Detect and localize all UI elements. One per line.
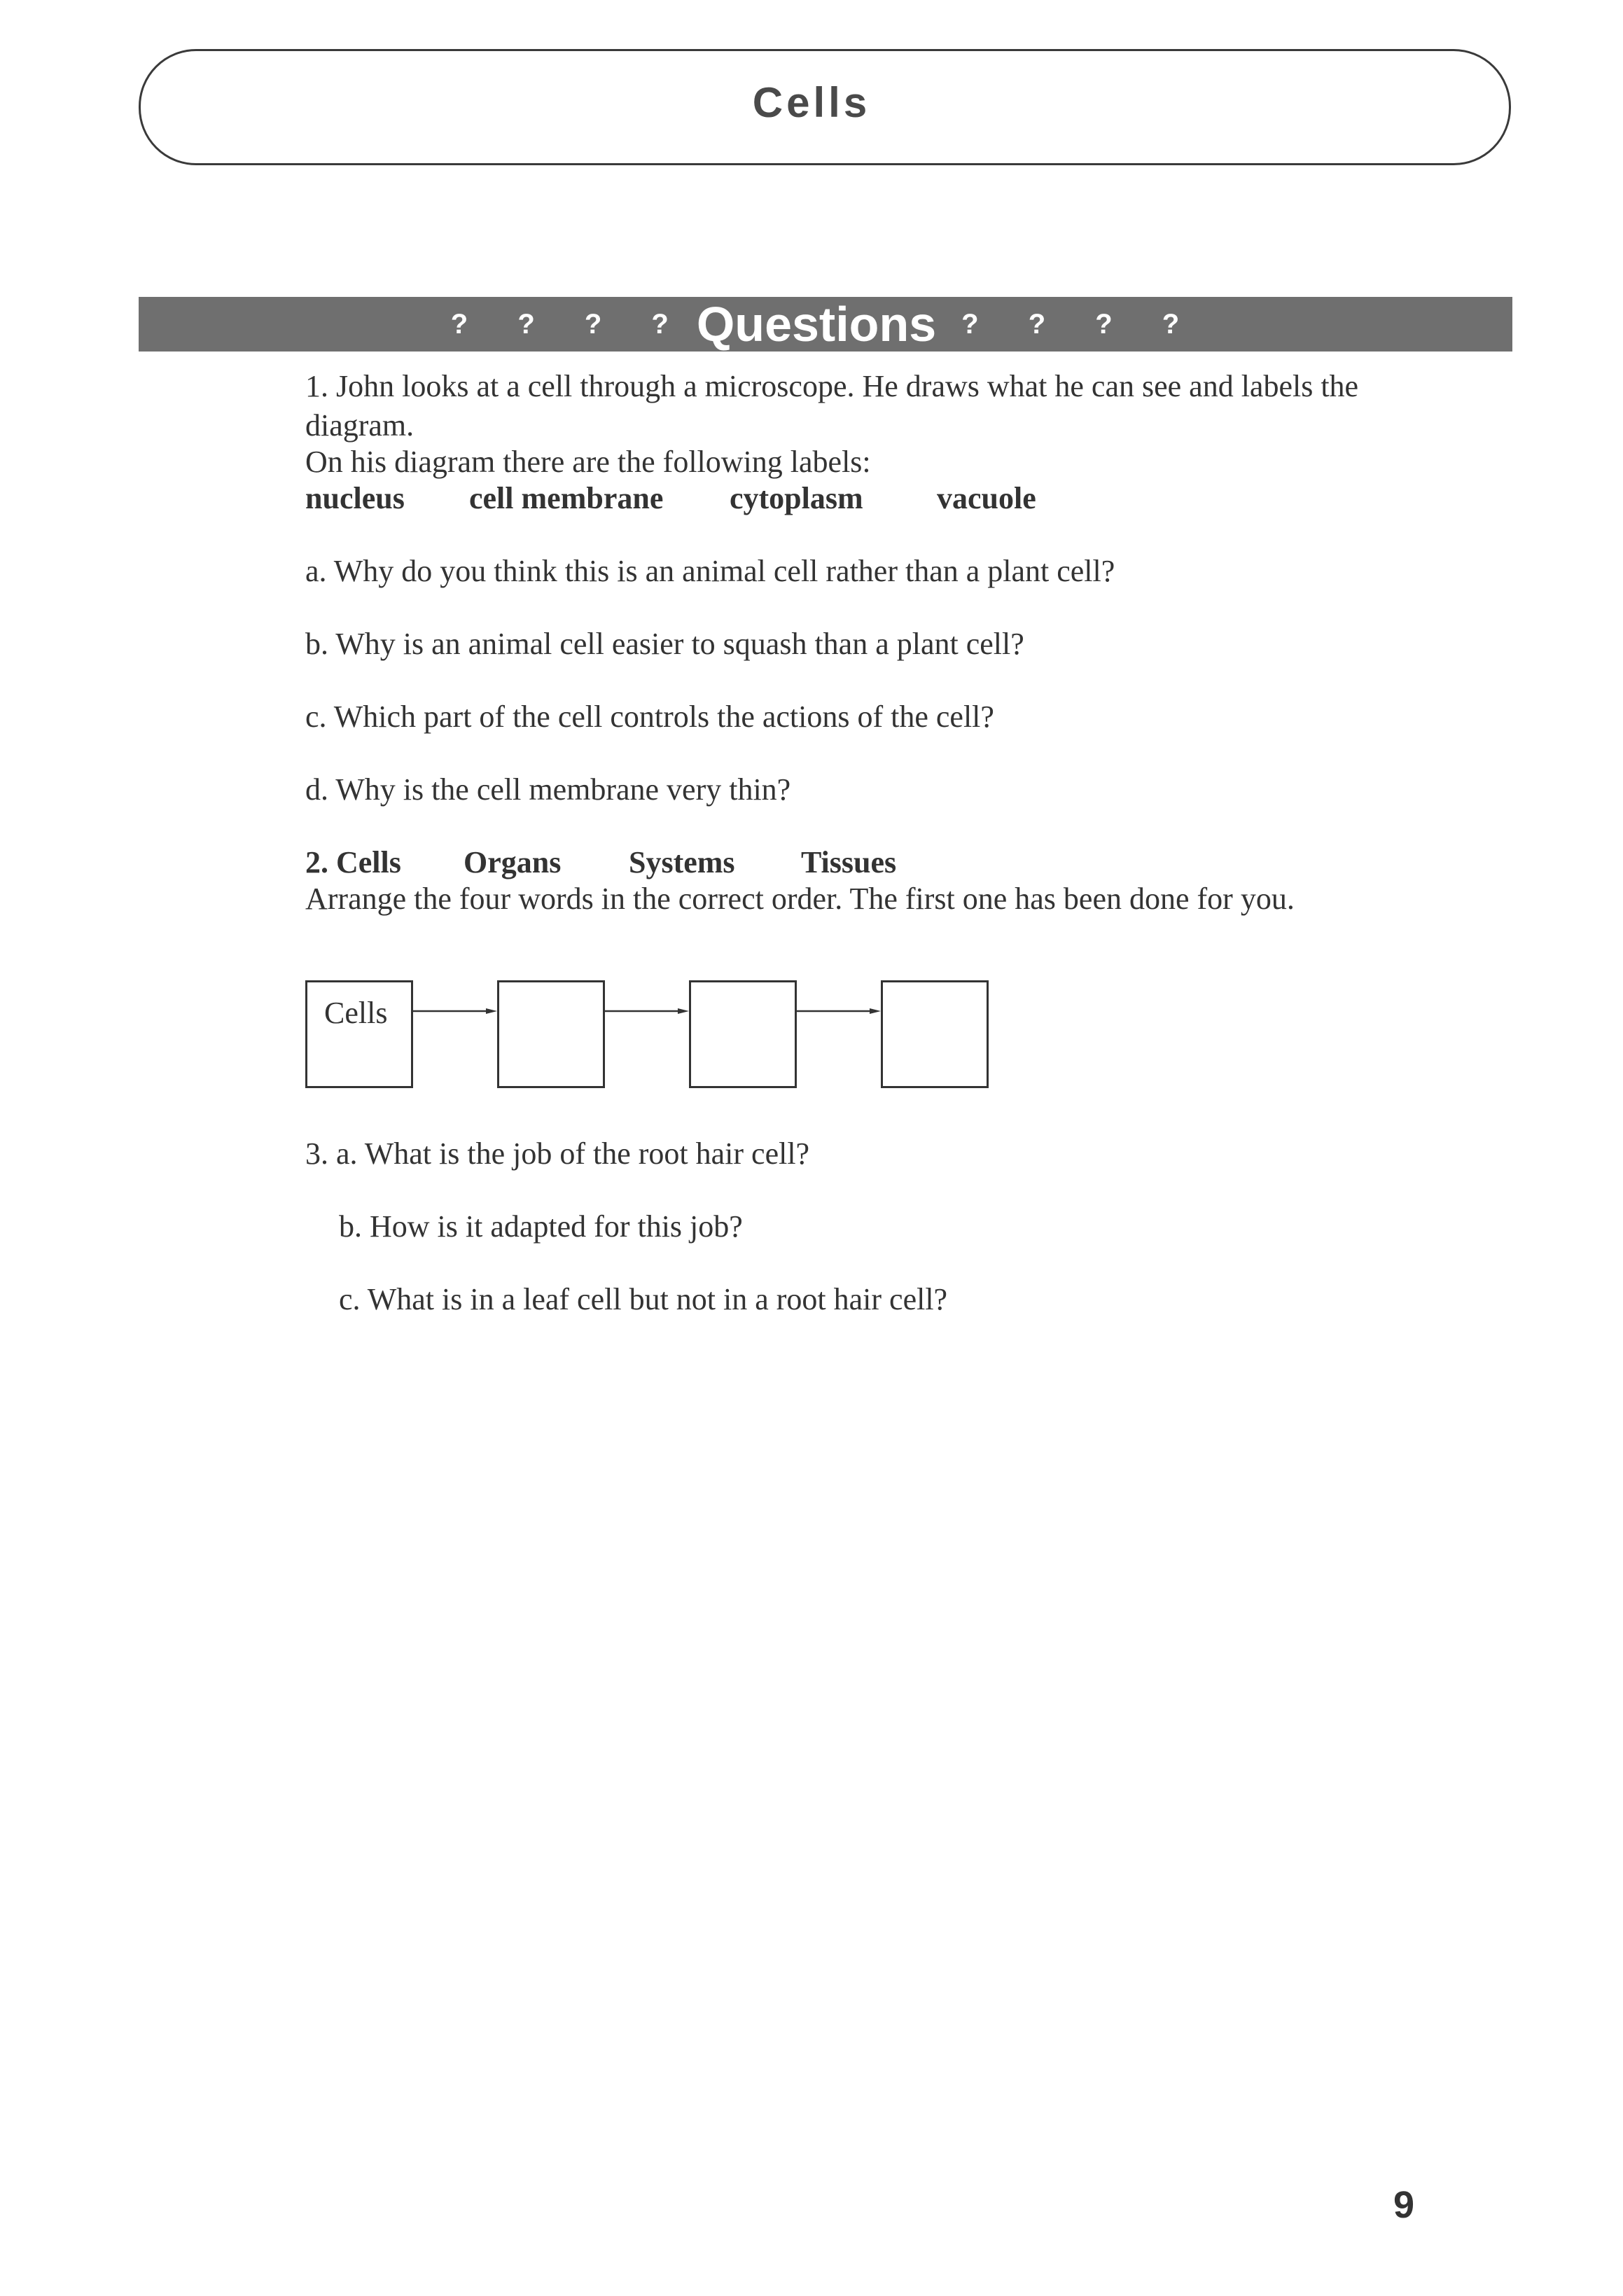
q1-labels (305, 483, 1036, 514)
q3-part-c: c. What is in a leaf cell but not in a root hair cell? (339, 1282, 948, 1316)
page-title: Cells (752, 79, 871, 126)
flow-box-1 (305, 980, 413, 1088)
q1-line2: diagram. (305, 408, 415, 443)
label-vacuole: vacuole (937, 481, 1036, 515)
q1-part-a: a. Why do you think this is an animal cell rather than a plant cell? (305, 554, 1115, 588)
flow-box-1-label: Cells (324, 996, 388, 1030)
banner-marks-left: ? ? ? ? (450, 308, 690, 340)
q1-line1: 1. John looks at a cell through a microscope. He draws what he can see and labels the (305, 369, 1359, 403)
flow-box-2 (497, 980, 605, 1088)
q3-part-a: 3. a. What is the job of the root hair cell? (305, 1136, 810, 1171)
q2-word-organs: Organs (464, 845, 562, 879)
flow-box-4 (881, 980, 989, 1088)
q2-prefix: 2. Cells (305, 845, 401, 879)
q1-part-b: b. Why is an animal cell easier to squash than a plant cell? (305, 627, 1024, 661)
banner-label: Questions (696, 297, 937, 352)
page-number: 9 (1393, 2184, 1415, 2226)
label-nucleus: nucleus (305, 481, 405, 515)
q1-part-c: c. Which part of the cell controls the actions of the cell? (305, 700, 994, 734)
q1-line3: On his diagram there are the following labels: (305, 445, 871, 479)
arrow-3 (797, 1008, 881, 1014)
q1-part-d: d. Why is the cell membrane very thin? (305, 772, 791, 807)
label-cytoplasm: cytoplasm (730, 481, 863, 515)
q2-instruction: Arrange the four words in the correct order. The first one has been done for you. (305, 882, 1295, 916)
flow-box-3 (689, 980, 797, 1088)
q2-word-tissues: Tissues (801, 845, 897, 879)
flow-diagram (305, 980, 1005, 1092)
arrow-2 (605, 1008, 689, 1014)
banner-marks-right: ? ? ? ? (961, 308, 1201, 340)
q3-part-b: b. How is it adapted for this job? (339, 1209, 743, 1244)
arrow-1 (413, 1008, 497, 1014)
label-cell-membrane: cell membrane (469, 481, 664, 515)
q2-word-systems: Systems (629, 845, 735, 879)
q2-words (305, 847, 896, 878)
questions-banner (139, 297, 1512, 352)
